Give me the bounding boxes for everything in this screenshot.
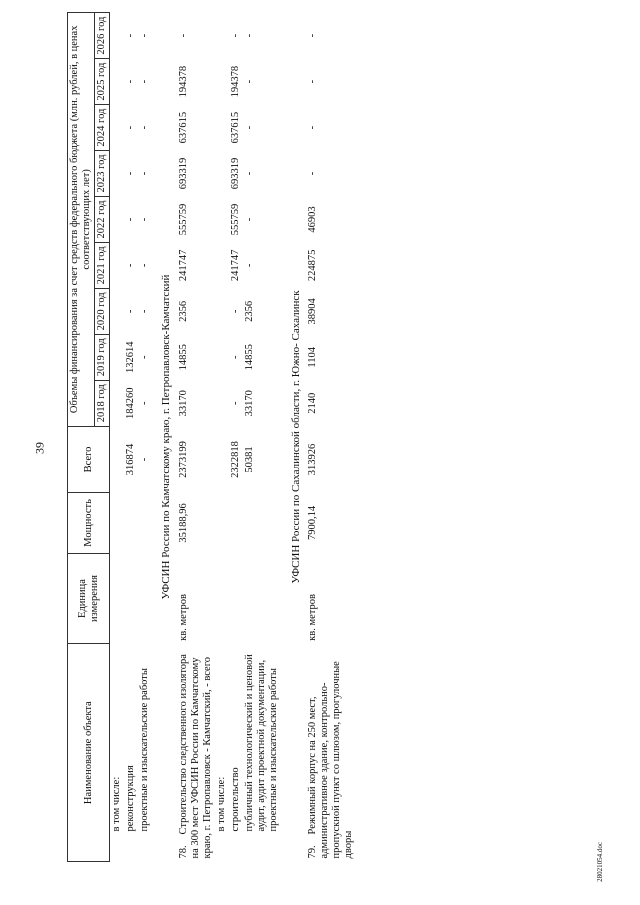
year-value-cell: - bbox=[244, 217, 256, 222]
year-value-cell: 33170 bbox=[244, 390, 256, 417]
year-value-cell bbox=[215, 59, 229, 105]
header-year: 2025 год bbox=[95, 59, 110, 105]
table-subrow bbox=[229, 13, 243, 862]
object-name: строительство bbox=[230, 767, 242, 832]
row-number: 79. bbox=[307, 845, 319, 859]
funding-table bbox=[67, 12, 356, 862]
unit-cell bbox=[229, 553, 243, 644]
capacity-cell bbox=[243, 493, 281, 553]
object-name: в том числе: bbox=[216, 776, 228, 832]
year-value-cell: - bbox=[230, 355, 242, 360]
year-value-cell: 2140 bbox=[307, 392, 319, 414]
year-value-cell: 46903 bbox=[307, 206, 319, 233]
object-name: Режимный корпус на 250 мест, административное здание, контрольно-пропускной пункт со шлюзом, прогулочные дворы bbox=[307, 661, 355, 859]
object-name: реконструкция bbox=[125, 765, 137, 832]
year-value-cell: 224875 bbox=[307, 249, 319, 282]
table-subrow bbox=[215, 13, 229, 862]
year-value-cell: - bbox=[139, 401, 151, 405]
year-value-cell bbox=[110, 13, 125, 59]
header-capacity: Мощность bbox=[68, 493, 110, 553]
year-value-cell: - bbox=[125, 171, 137, 176]
year-value-cell bbox=[215, 105, 229, 151]
year-value-cell: 194378 bbox=[230, 65, 242, 98]
year-value-cell: - bbox=[178, 33, 190, 38]
unit-cell bbox=[110, 553, 125, 644]
year-value-cell bbox=[215, 13, 229, 59]
year-value-cell: 637615 bbox=[230, 111, 242, 144]
year-value-cell: 1104 bbox=[307, 346, 319, 368]
section-title: УФСИН России по Сахалинской области, г. Южно- Сахалинск bbox=[289, 290, 302, 584]
capacity-cell bbox=[124, 493, 138, 553]
year-value-cell: - bbox=[125, 263, 137, 268]
footer-filename: 28021054.doc bbox=[596, 842, 604, 882]
object-name: публичный технологический и ценовой аудит, аудит проектной документации, проектные и изыскательские работы bbox=[244, 654, 280, 832]
section-title: УФСИН России по Камчатскому краю, г. Петропавловск-Камчатский bbox=[160, 274, 173, 600]
year-value-cell bbox=[215, 380, 229, 426]
capacity-cell bbox=[215, 493, 229, 553]
year-value-cell: - bbox=[125, 79, 137, 84]
total-cell: 50381 bbox=[244, 446, 256, 473]
year-value-cell: - bbox=[139, 263, 151, 268]
header-name: Наименование объекта bbox=[68, 644, 110, 862]
section-row bbox=[152, 13, 177, 862]
header-funding: Объемы финансирования за счет средств федерального бюджета (млн. рублей, в ценах соответствующих лет) bbox=[68, 13, 95, 427]
year-value-cell: - bbox=[125, 217, 137, 222]
header-year: 2019 год bbox=[95, 334, 110, 380]
year-value-cell: 132614 bbox=[125, 341, 137, 374]
capacity-cell: 35188,96 bbox=[178, 503, 190, 543]
table-subrow bbox=[124, 13, 138, 862]
object-name-cell bbox=[243, 644, 281, 862]
year-value-cell: 241747 bbox=[178, 249, 190, 282]
total-cell: - bbox=[139, 457, 151, 462]
year-value-cell: - bbox=[244, 125, 256, 130]
header-total: Всего bbox=[68, 426, 110, 493]
year-value-cell: 555759 bbox=[230, 203, 242, 236]
year-value-cell bbox=[110, 288, 125, 334]
total-cell bbox=[215, 426, 229, 493]
year-value-cell: - bbox=[125, 309, 137, 314]
year-value-cell: - bbox=[139, 171, 151, 176]
header-unit: Единица измерения bbox=[68, 553, 110, 644]
total-cell: 2322818 bbox=[230, 441, 242, 478]
unit-cell bbox=[243, 553, 281, 644]
object-name-cell bbox=[124, 644, 138, 862]
year-value-cell: 2356 bbox=[178, 300, 190, 322]
table-subrow bbox=[243, 13, 281, 862]
year-value-cell: - bbox=[230, 401, 242, 405]
year-value-cell bbox=[110, 151, 125, 197]
year-value-cell bbox=[215, 151, 229, 197]
year-value-cell bbox=[215, 242, 229, 288]
header-year: 2026 год bbox=[95, 13, 110, 59]
year-value-cell bbox=[215, 334, 229, 380]
year-value-cell: - bbox=[230, 33, 242, 38]
year-value-cell: - bbox=[139, 79, 151, 84]
year-value-cell: 693319 bbox=[230, 157, 242, 190]
row-number: 78. bbox=[178, 845, 190, 859]
year-value-cell: - bbox=[244, 79, 256, 84]
table-row bbox=[177, 13, 215, 862]
object-name: в том числе: bbox=[111, 776, 123, 832]
year-value-cell: 241747 bbox=[230, 249, 242, 282]
year-value-cell: - bbox=[139, 309, 151, 314]
section-row bbox=[282, 13, 307, 862]
year-value-cell: 33170 bbox=[178, 390, 190, 417]
year-value-cell bbox=[110, 105, 125, 151]
year-value-cell: - bbox=[139, 355, 151, 360]
year-value-cell: 14855 bbox=[178, 344, 190, 371]
year-value-cell: 38904 bbox=[307, 298, 319, 325]
object-name-cell bbox=[229, 644, 243, 862]
capacity-cell bbox=[229, 493, 243, 553]
year-value-cell: - bbox=[244, 263, 256, 268]
year-value-cell: - bbox=[307, 79, 319, 84]
year-value-cell bbox=[215, 197, 229, 243]
header-year: 2021 год bbox=[95, 242, 110, 288]
year-value-cell: - bbox=[244, 33, 256, 38]
header-year: 2024 год bbox=[95, 105, 110, 151]
object-name-cell bbox=[138, 644, 152, 862]
year-value-cell bbox=[110, 380, 125, 426]
object-name: проектные и изыскательские работы bbox=[139, 668, 151, 832]
year-value-cell: - bbox=[139, 125, 151, 130]
total-cell: 2373199 bbox=[178, 441, 190, 478]
unit-cell: кв. метров bbox=[178, 594, 190, 641]
unit-cell bbox=[138, 553, 152, 644]
header-year: 2020 год bbox=[95, 288, 110, 334]
year-value-cell: 184260 bbox=[125, 387, 137, 419]
year-value-cell: - bbox=[307, 33, 319, 38]
year-value-cell: - bbox=[139, 217, 151, 222]
year-value-cell: 693319 bbox=[178, 157, 190, 190]
page-number: 39 bbox=[32, 442, 47, 454]
total-cell: 313926 bbox=[307, 443, 319, 476]
table-body bbox=[110, 13, 357, 862]
object-name-cell bbox=[110, 644, 125, 862]
year-value-cell: 2356 bbox=[244, 300, 256, 322]
object-name: Строительство следственного изолятора на 300 мест УФСИН России по Камчатскому краю, г. Петропавловск - Камчатский, - всего bbox=[178, 654, 214, 859]
object-name-cell bbox=[306, 644, 356, 862]
year-value-cell: - bbox=[307, 171, 319, 176]
year-value-cell: - bbox=[139, 33, 151, 38]
capacity-cell: 7900,14 bbox=[307, 505, 319, 540]
capacity-cell bbox=[138, 493, 152, 553]
capacity-cell bbox=[110, 493, 125, 553]
total-cell bbox=[110, 426, 125, 493]
year-value-cell: - bbox=[125, 33, 137, 38]
year-value-cell: 637615 bbox=[178, 111, 190, 144]
year-value-cell: - bbox=[125, 125, 137, 130]
year-value-cell: - bbox=[307, 125, 319, 130]
year-value-cell bbox=[110, 197, 125, 243]
year-value-cell bbox=[110, 334, 125, 380]
unit-cell bbox=[124, 553, 138, 644]
year-value-cell bbox=[110, 242, 125, 288]
year-value-cell: - bbox=[244, 171, 256, 176]
year-value-cell: 555759 bbox=[178, 203, 190, 236]
header-year: 2023 год bbox=[95, 151, 110, 197]
object-name-cell bbox=[177, 644, 215, 862]
header-year: 2018 год bbox=[95, 380, 110, 426]
table-row bbox=[306, 13, 356, 862]
year-value-cell bbox=[215, 288, 229, 334]
object-name-cell bbox=[215, 644, 229, 862]
year-value-cell bbox=[110, 59, 125, 105]
year-value-cell: 14855 bbox=[244, 344, 256, 371]
header-year: 2022 год bbox=[95, 197, 110, 243]
unit-cell: кв. метров bbox=[307, 594, 319, 641]
year-value-cell: 194378 bbox=[178, 65, 190, 98]
table-subrow bbox=[110, 13, 125, 862]
total-cell: 316874 bbox=[125, 443, 137, 476]
table-subrow bbox=[138, 13, 152, 862]
year-value-cell: - bbox=[230, 309, 242, 314]
unit-cell bbox=[215, 553, 229, 644]
rotated-table-page bbox=[67, 12, 608, 862]
